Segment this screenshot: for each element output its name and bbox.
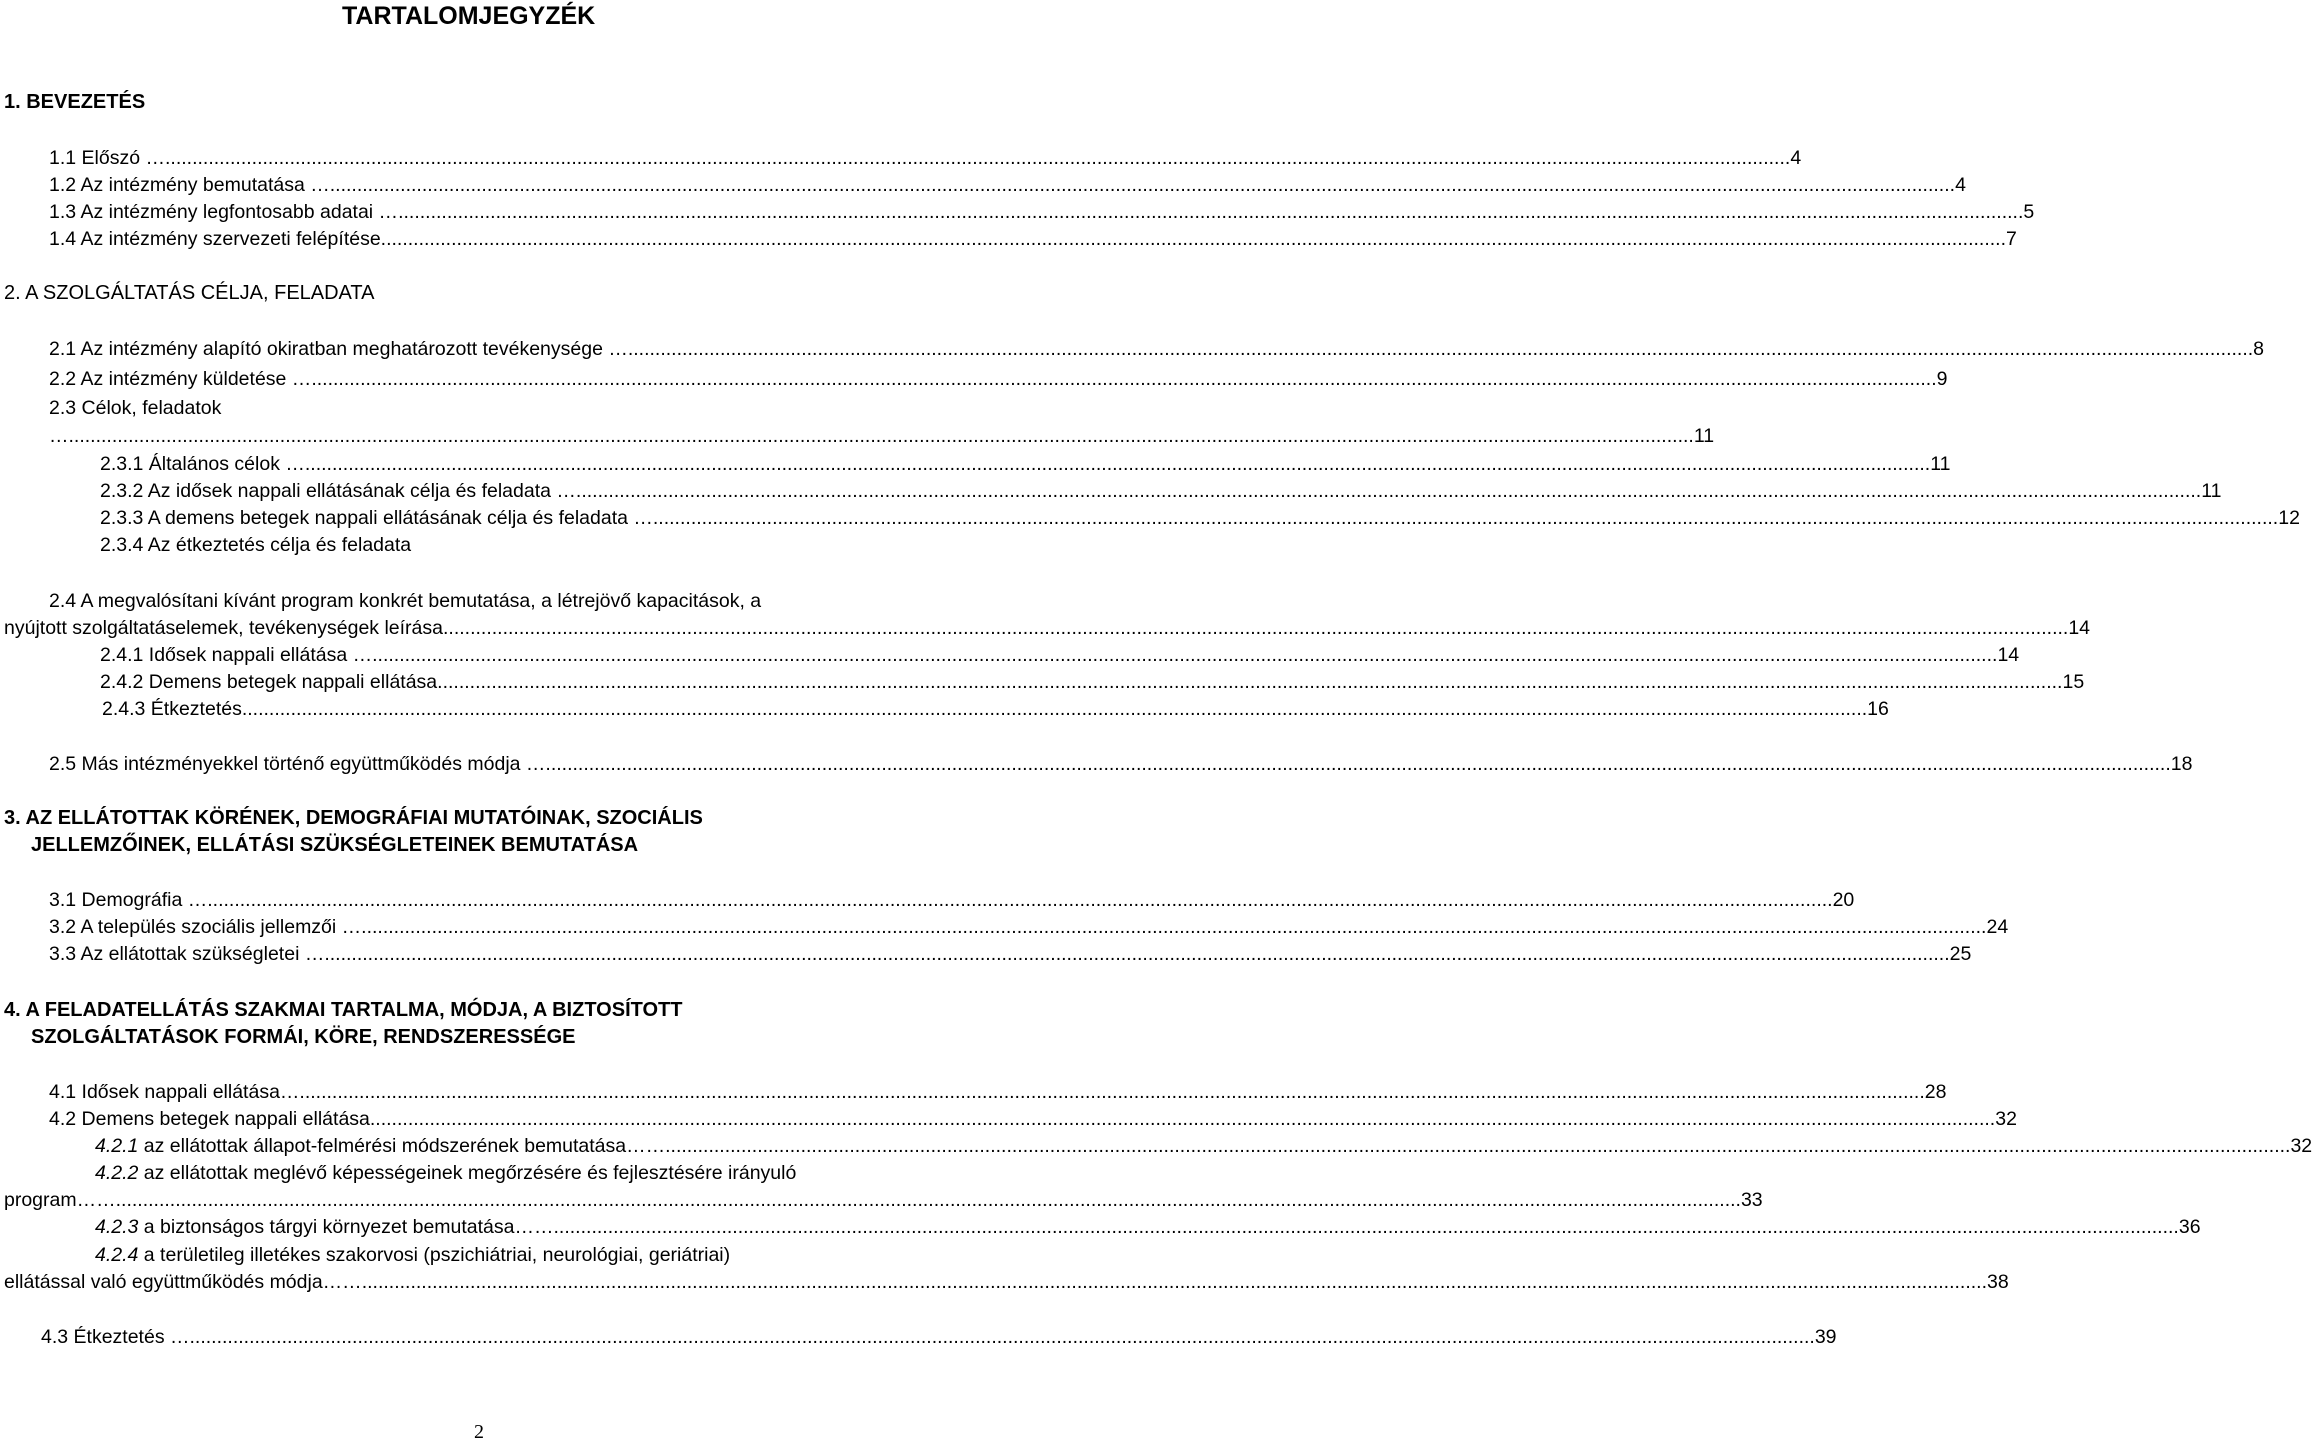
toc-page-number: 4 — [1790, 147, 1802, 169]
dot-leader: ............................................................................................................................................................................................................................................................................................................ — [329, 174, 1956, 196]
toc-heading-1: 1. BEVEZETÉS — [4, 91, 146, 113]
toc-entry-3-3[interactable] — [49, 942, 1972, 966]
toc-page-number: 16 — [1867, 698, 1889, 720]
dot-leader: ............................................................................................................................................................................................................................................................................................................ — [575, 480, 2202, 502]
toc-entry-4-2-4-cont[interactable] — [4, 1270, 2009, 1294]
toc-heading-4-cont: SZOLGÁLTATÁSOK FORMÁI, KÖRE, RENDSZERESSÉGE — [31, 1026, 576, 1048]
page-title: TARTALOMJEGYZÉK — [342, 2, 596, 30]
toc-entry-2-3[interactable]: 2.3 Célok, feladatok — [49, 397, 222, 419]
toc-entry-2-4[interactable]: 2.4 A megvalósítani kívánt program konkrét bemutatása, a létrejövő kapacitások, a — [49, 590, 762, 612]
toc-page-number: 32 — [2290, 1135, 2312, 1157]
toc-page-number: 4 — [1955, 174, 1966, 196]
toc-page-number: 12 — [2278, 507, 2300, 529]
toc-page-number: 38 — [1987, 1271, 2009, 1293]
toc-page-number: 39 — [1814, 1326, 1837, 1348]
toc-entry-text: ellátással való együttműködés módja…… — [4, 1271, 362, 1293]
dot-leader: ............................................................................................................................................................................................................................................................................................................ — [164, 147, 1791, 169]
toc-entry-text: 2.5 Más intézményekkel történő együttműködés módja … — [49, 753, 546, 775]
toc-page-number: 15 — [2062, 671, 2085, 693]
toc-entry-number: 4.2.1 — [95, 1135, 139, 1157]
toc-page-number: 28 — [1924, 1081, 1947, 1103]
dot-leader: ............................................................................................................................................................................................................................................................................................................ — [304, 453, 1931, 475]
toc-entry-number: 4.2.4 — [95, 1244, 139, 1266]
dot-leader: ............................................................................................................................................................................................................................................................................................................ — [369, 1108, 1996, 1130]
toc-entry-text: 4.1 Idősek nappali ellátása… — [49, 1081, 300, 1103]
dot-leader: ............................................................................................................................................................................................................................................................................................................ — [361, 916, 1987, 938]
dot-leader: ............................................................................................................................................................................................................................................................................................................ — [380, 228, 2006, 250]
toc-page-number: 11 — [1930, 453, 1951, 475]
toc-page-number: 24 — [1986, 916, 2009, 938]
toc-entry-number: 4.2.3 — [95, 1216, 139, 1238]
toc-heading-4: 4. A FELADATELLÁTÁS SZAKMAI TARTALMA, MÓDJA, A BIZTOSÍTOTT — [4, 999, 683, 1021]
toc-entry-text: 4.3 Étkeztetés … — [41, 1326, 190, 1348]
toc-page-number: 20 — [1832, 889, 1855, 911]
toc-entry-number: 4.2.2 — [95, 1162, 139, 1184]
toc-entry-label: a biztonságos tárgyi környezet bemutatása…… — [138, 1216, 554, 1238]
toc-entry-1-2[interactable] — [49, 173, 1966, 197]
toc-page-number: 32 — [1995, 1108, 2017, 1130]
toc-entry-4-2-2-cont[interactable] — [4, 1188, 1763, 1212]
toc-entry-text: 3.2 A település szociális jellemzői … — [49, 916, 362, 938]
toc-entry-2-3-3[interactable] — [100, 506, 2300, 530]
toc-heading-3-cont: JELLEMZŐINEK, ELLÁTÁSI SZÜKSÉGLETEINEK BEMUTATÁSA — [31, 834, 639, 856]
toc-entry-text: 1.3 Az intézmény legfontosabb adatai … — [49, 201, 399, 223]
toc-entry-2-1[interactable] — [49, 337, 2265, 361]
toc-entry-text: 4.2 Demens betegek nappali ellátása — [49, 1108, 370, 1130]
toc-entry-2-4-2[interactable] — [100, 670, 2085, 694]
toc-entry-text: 2.3.1 Általános célok … — [100, 453, 305, 475]
dot-leader: ............................................................................................................................................................................................................................................................................................................ — [545, 753, 2171, 775]
toc-entry-text: … — [49, 425, 69, 447]
toc-entry-text: 3.3 Az ellátottak szükségletei … — [49, 943, 325, 965]
toc-entry-text: 1.2 Az intézmény bemutatása … — [49, 174, 330, 196]
toc-entry-2-3-2[interactable] — [100, 479, 2222, 503]
dot-leader: ............................................................................................................................................................................................................................................................................................................ — [398, 201, 2024, 223]
toc-entry-4-2-3[interactable] — [95, 1215, 2201, 1239]
dot-leader: ............................................................................................................................................................................................................................................................................................................ — [627, 338, 2254, 360]
dot-leader: ............................................................................................................................................................................................................................................................................................................ — [324, 943, 1950, 965]
dot-leader: ............................................................................................................................................................................................................................................................................................................ — [189, 1326, 1815, 1348]
toc-page-number: 14 — [2068, 617, 2091, 639]
dot-leader: ............................................................................................................................................................................................................................................................................................................ — [437, 671, 2063, 693]
dot-leader: ............................................................................................................................................................................................................................................................................................................ — [311, 368, 1937, 390]
dot-leader: ............................................................................................................................................................................................................................................................................................................ — [372, 644, 1998, 666]
toc-entry-text: 2.3.3 A demens betegek nappali ellátásának célja és feladata … — [100, 507, 653, 529]
page-number: 2 — [474, 1421, 484, 1443]
toc-entry-2-4-3[interactable] — [102, 697, 1889, 721]
toc-page-number: 7 — [2006, 228, 2017, 250]
toc-entry-text: 2.4.1 Idősek nappali ellátása … — [100, 644, 373, 666]
toc-entry-text: program…… — [4, 1189, 116, 1211]
toc-page-number: 9 — [1936, 368, 1948, 390]
toc-entry-4-2-2[interactable] — [95, 1161, 796, 1185]
toc-entry-text: 3.1 Demográfia … — [49, 889, 208, 911]
toc-entry-text: nyújtott szolgáltatáselemek, tevékenységek leírása — [4, 617, 443, 639]
dot-leader: ............................................................................................................................................................................................................................................................................................................ — [361, 1271, 1988, 1293]
toc-page-number: 11 — [1693, 425, 1715, 447]
toc-entry-2-3-1[interactable] — [100, 452, 1951, 476]
dot-leader: ............................................................................................................................................................................................................................................................................................................ — [553, 1216, 2179, 1238]
dot-leader: ............................................................................................................................................................................................................................................................................................................ — [207, 889, 1833, 911]
dot-leader: ............................................................................................................................................................................................................................................................................................................ — [299, 1081, 1925, 1103]
toc-entry-text: 2.4.2 Demens betegek nappali ellátása — [100, 671, 438, 693]
toc-entry-label: az ellátottak állapot-felmérési módszerének bemutatása…… — [138, 1135, 666, 1157]
toc-entry-3-1[interactable] — [49, 888, 1855, 912]
toc-page-number: 5 — [2023, 201, 2035, 223]
toc-entry-4-2[interactable] — [49, 1107, 2017, 1131]
toc-entry-4-2-1[interactable] — [95, 1134, 2312, 1158]
toc-entry-text: 2.2 Az intézmény küldetése … — [49, 368, 312, 390]
toc-entry-label: az ellátottak meglévő képességeinek megőrzésére és fejlesztésére irányuló — [138, 1162, 797, 1184]
toc-heading-2: 2. A SZOLGÁLTATÁS CÉLJA, FELADATA — [4, 282, 375, 304]
toc-entry-1-1[interactable] — [49, 146, 1802, 170]
toc-entry-4-1[interactable] — [49, 1080, 1947, 1104]
toc-entry-text: 2.1 Az intézmény alapító okiratban meghatározott tevékenysége … — [49, 338, 628, 360]
toc-entry-4-3[interactable] — [41, 1325, 1837, 1349]
dot-leader: ............................................................................................................................................................................................................................................................................................................ — [115, 1189, 1741, 1211]
toc-entry-2-3-4[interactable]: 2.3.4 Az étkeztetés célja és feladata — [100, 534, 412, 556]
toc-entry-2-2[interactable] — [49, 367, 1948, 391]
toc-page-number: 18 — [2170, 753, 2193, 775]
dot-leader: ............................................................................................................................................................................................................................................................................................................ — [68, 425, 1694, 447]
toc-page-number: 14 — [1997, 644, 2020, 666]
toc-entry-1-3[interactable] — [49, 200, 2035, 224]
toc-entry-2-4-cont[interactable] — [4, 616, 2091, 640]
toc-entry-2-4-1[interactable] — [100, 643, 2020, 667]
toc-entry-text: 2.3.2 Az idősek nappali ellátásának célja és feladata … — [100, 480, 576, 502]
dot-leader: ............................................................................................................................................................................................................................................................................................................ — [652, 507, 2279, 529]
dot-leader: ............................................................................................................................................................................................................................................................................................................ — [241, 698, 1868, 720]
toc-page-number: 11 — [2201, 480, 2222, 502]
dot-leader: ............................................................................................................................................................................................................................................................................................................ — [443, 617, 2069, 639]
toc-entry-text — [95, 1134, 665, 1158]
toc-page-number: 25 — [1949, 943, 1972, 965]
toc-entry-text: 1.1 Előszó … — [49, 147, 165, 169]
toc-entry-4-2-4[interactable] — [95, 1243, 730, 1267]
toc-entry-text: 2.4.3 Étkeztetés — [102, 698, 242, 720]
dot-leader: ............................................................................................................................................................................................................................................................................................................ — [665, 1135, 2291, 1157]
toc-heading-3: 3. AZ ELLÁTOTTAK KÖRÉNEK, DEMOGRÁFIAI MUTATÓINAK, SZOCIÁLIS — [4, 807, 703, 829]
toc-page-number: 36 — [2178, 1216, 2201, 1238]
toc-entry-2-3-page[interactable] — [49, 424, 1715, 448]
toc-page-number: 33 — [1740, 1189, 1763, 1211]
toc-entry-1-4[interactable] — [49, 227, 2017, 251]
toc-entry-text — [95, 1215, 554, 1239]
toc-entry-text: 1.4 Az intézmény szervezeti felépítése — [49, 228, 381, 250]
toc-page-number: 8 — [2253, 338, 2265, 360]
toc-entry-3-2[interactable] — [49, 915, 2009, 939]
toc-entry-label: a területileg illetékes szakorvosi (pszichiátriai, neurológiai, geriátriai) — [138, 1244, 731, 1266]
toc-entry-2-5[interactable] — [49, 752, 2193, 776]
